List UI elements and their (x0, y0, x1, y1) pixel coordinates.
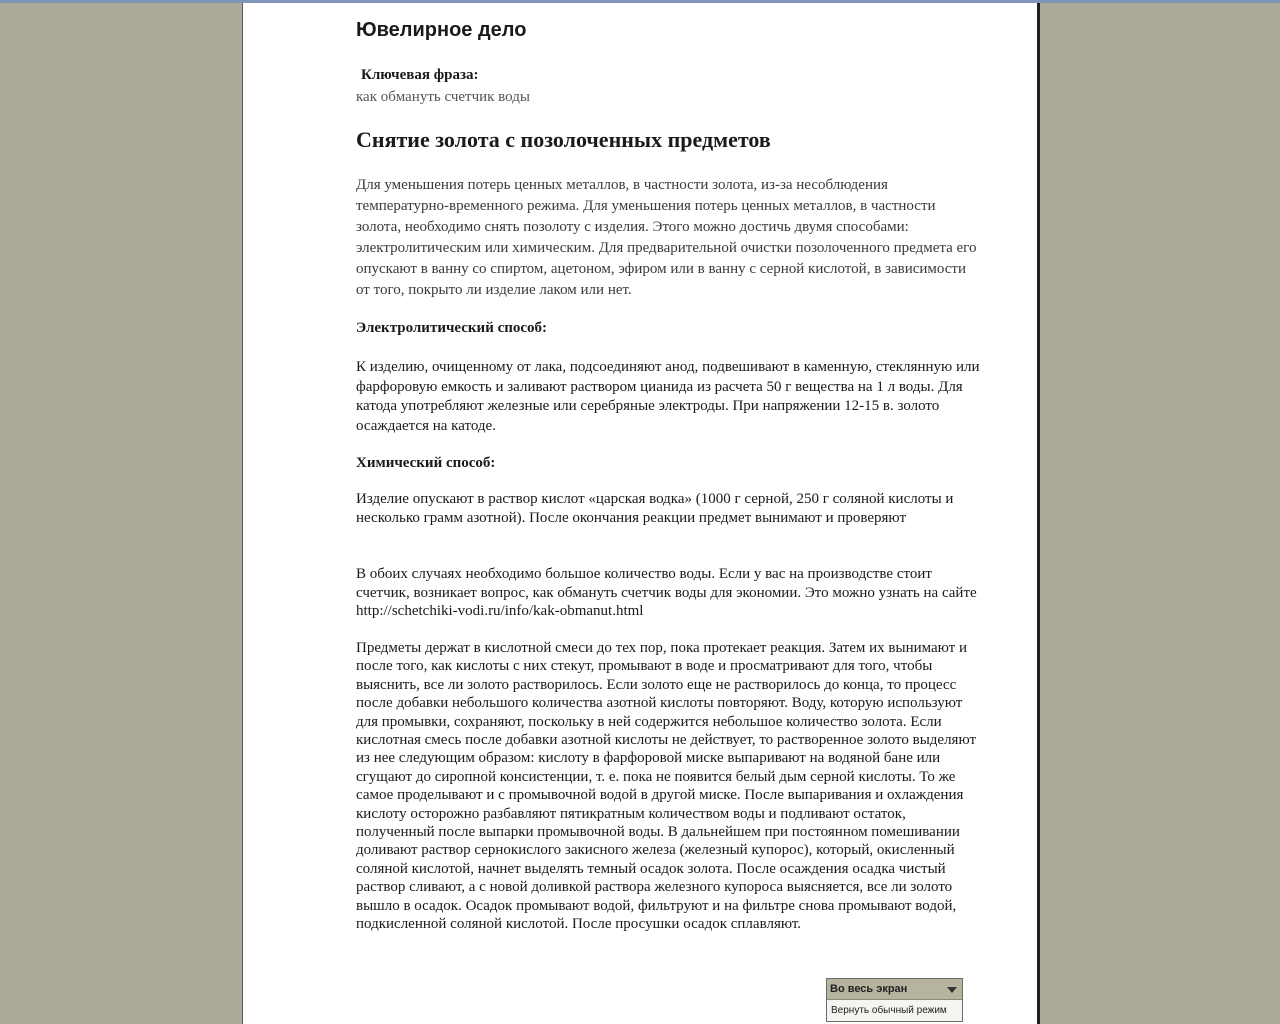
process-paragraph: Предметы держат в кислотной смеси до тех пор, пока протекает реакция. Затем их вынимают и после того, как кислоты с них стекут, промывают в воде и просматривают для того, чтобы выяснить, все ли золото растворилось. Если золото еще не растворилось до конца, то процесс после добавки небольшого количества азотной кислоты повторяют. Воду, которую используют для промывки, сохраняют, поскольку в ней содержится небольшое количество золота. Если кислотная смесь после добавки азотной кислоты не действует, то растворенное золото выделяют из нее следующим образом: кислоту в фарфоровой миске выпаривают на водяной бане или сгущают до сиропной консистенции, т. е. пока не появится белый дым серной кислоты. То же самое проделывают и с промывочной водой в другой миске. После выпаривания и охлаждения кислоту осторожно разбавляют пятикратным количеством воды и подливают остаток, полученный после выпарки промывочной воды. В дальнейшем при постоянном помешивании доливают раствор сернокислого закисного железа (железный купорос), который, окисленный соляной кислотой, начнет выделять темный осадок золота. После осаждения осадка чистый раствор сливают, а с новой доливкой раствора железного купороса выясняется, все ли золото вышло в осадок. Осадок промывают водой, фильтруют и на фильтре снова промывают водой, подкисленной соляной кислотой. После просушки осадок сплавляют. (356, 640, 977, 933)
fullscreen-widget (826, 978, 963, 1022)
fullscreen-dropdown[interactable] (827, 979, 962, 1000)
article-title: Снятие золота с позолоченных предметов (356, 127, 771, 152)
article-intro: Для уменьшения потерь ценных металлов, в частности золота, из-за несоблюдения температурно-временного режима. Для уменьшения потерь ценных металлов, в частности золота, необходимо снять позолоту с изделия. Этого можно достичь двумя способами: электролитическим или химическим. Для предварительной очистки позолоченного предмета его опускают в ванну со спиртом, ацетоном, эфиром или в ванну с серной кислотой, в зависимости от того, покрыто ли изделие лаком или нет. (356, 177, 977, 298)
keyphrase-label: Ключевая фраза: (361, 67, 479, 83)
keyphrase-value: как обмануть счетчик воды (356, 89, 530, 105)
fullscreen-label: Во весь экран (830, 983, 908, 995)
chemical-heading: Химический способ: (356, 455, 496, 471)
restore-normal-mode-button[interactable]: Вернуть обычный режим (831, 1005, 947, 1016)
chemical-paragraph: Изделие опускают в раствор кислот «царская водка» (1000 г серной, 250 г соляной кислоты и несколько грамм азотной). После окончания реакции предмет вынимают и проверяют (356, 491, 954, 526)
triangle-down-icon (947, 987, 957, 993)
electrolytic-heading: Электролитический способ: (356, 320, 548, 336)
document-page (242, 3, 1040, 1024)
site-title: Ювелирное дело (356, 19, 527, 41)
water-paragraph: В обоих случаях необходимо большое количество воды. Если у вас на производстве стоит счетчик, возникает вопрос, как обмануть счетчик воды для экономии. Это можно узнать на сайте http://schetchiki-vodi.ru/info/kak-obmanut.html (356, 566, 977, 619)
electrolytic-paragraph: К изделию, очищенному от лака, подсоединяют анод, подвешивают в каменную, стеклянную или фарфоровую емкость и заливают раствором цианида из расчета 50 г вещества на 1 л воды. Для катода употребляют железные или серебряные электроды. При напряжении 12-15 в. золото осаждается на катоде. (356, 359, 980, 434)
